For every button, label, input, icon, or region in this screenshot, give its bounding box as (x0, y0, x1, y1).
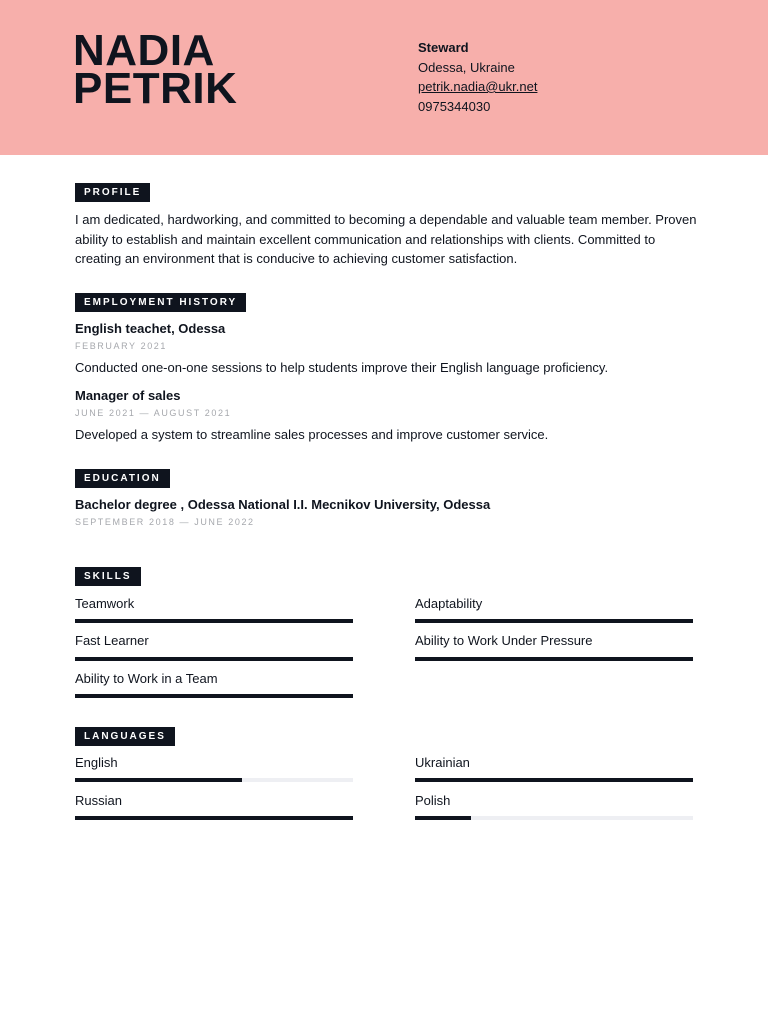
skill-label: Fast Learner (75, 633, 149, 648)
skill-bar-fill (75, 619, 353, 623)
language-bar (75, 778, 353, 782)
skill-label: Teamwork (75, 596, 135, 611)
skill-bar-fill (415, 657, 693, 661)
job-role: Steward (418, 40, 469, 55)
language-bar-fill (75, 816, 353, 820)
language-label: Ukrainian (415, 755, 470, 770)
job-date: JUNE 2021 — AUGUST 2021 (75, 408, 232, 418)
education-heading: EDUCATION (75, 469, 170, 488)
language-bar (75, 816, 353, 820)
skill-label: Ability to Work Under Pressure (415, 633, 593, 648)
skill-bar (415, 657, 693, 661)
first-name: NADIA (73, 26, 215, 75)
language-bar-fill (415, 778, 693, 782)
skill-bar-fill (75, 694, 353, 698)
contact-block (418, 38, 537, 116)
language-bar (415, 816, 693, 820)
skill-bar (75, 694, 353, 698)
profile-heading: PROFILE (75, 183, 150, 202)
education-date: SEPTEMBER 2018 — JUNE 2022 (75, 517, 255, 527)
language-bar-fill (415, 816, 471, 820)
job-title: English teachet, Odessa (75, 321, 226, 336)
language-label: English (75, 755, 118, 770)
job-description: Conducted one-on-one sessions to help students improve their English language proficiency. (75, 360, 609, 375)
job-date: FEBRUARY 2021 (75, 341, 168, 351)
skill-label: Adaptability (415, 596, 483, 611)
languages-heading: LANGUAGES (75, 727, 175, 746)
profile-text: I am dedicated, hardworking, and committed to becoming a dependable and valuable team member. Proven ability to establish and maintain excellent communication and relationships with clients. Committed to creating an environment that is conducive to achieving customer satisfaction. (75, 212, 697, 266)
language-label: Russian (75, 793, 122, 808)
employment-heading: EMPLOYMENT HISTORY (75, 293, 246, 312)
language-bar-fill (75, 778, 242, 782)
language-label: Polish (415, 793, 451, 808)
job-description: Developed a system to streamline sales processes and improve customer service. (75, 427, 549, 442)
location: Odessa, Ukraine (418, 59, 515, 75)
candidate-name (73, 26, 238, 113)
education-title: Bachelor degree , Odessa National I.I. Mecnikov University, Odessa (75, 497, 491, 512)
skill-bar (75, 619, 353, 623)
job-title: Manager of sales (75, 388, 181, 403)
skill-bar-fill (415, 619, 693, 623)
skill-label: Ability to Work in a Team (75, 671, 218, 686)
language-bar (415, 778, 693, 782)
skill-bar (415, 619, 693, 623)
last-name: PETRIK (73, 64, 238, 113)
header-banner (0, 0, 768, 155)
phone: 0975344030 (418, 98, 491, 114)
skills-heading: SKILLS (75, 567, 141, 586)
skill-bar-fill (75, 657, 353, 661)
email-link[interactable]: petrik.nadia@ukr.net (418, 79, 538, 94)
skill-bar (75, 657, 353, 661)
